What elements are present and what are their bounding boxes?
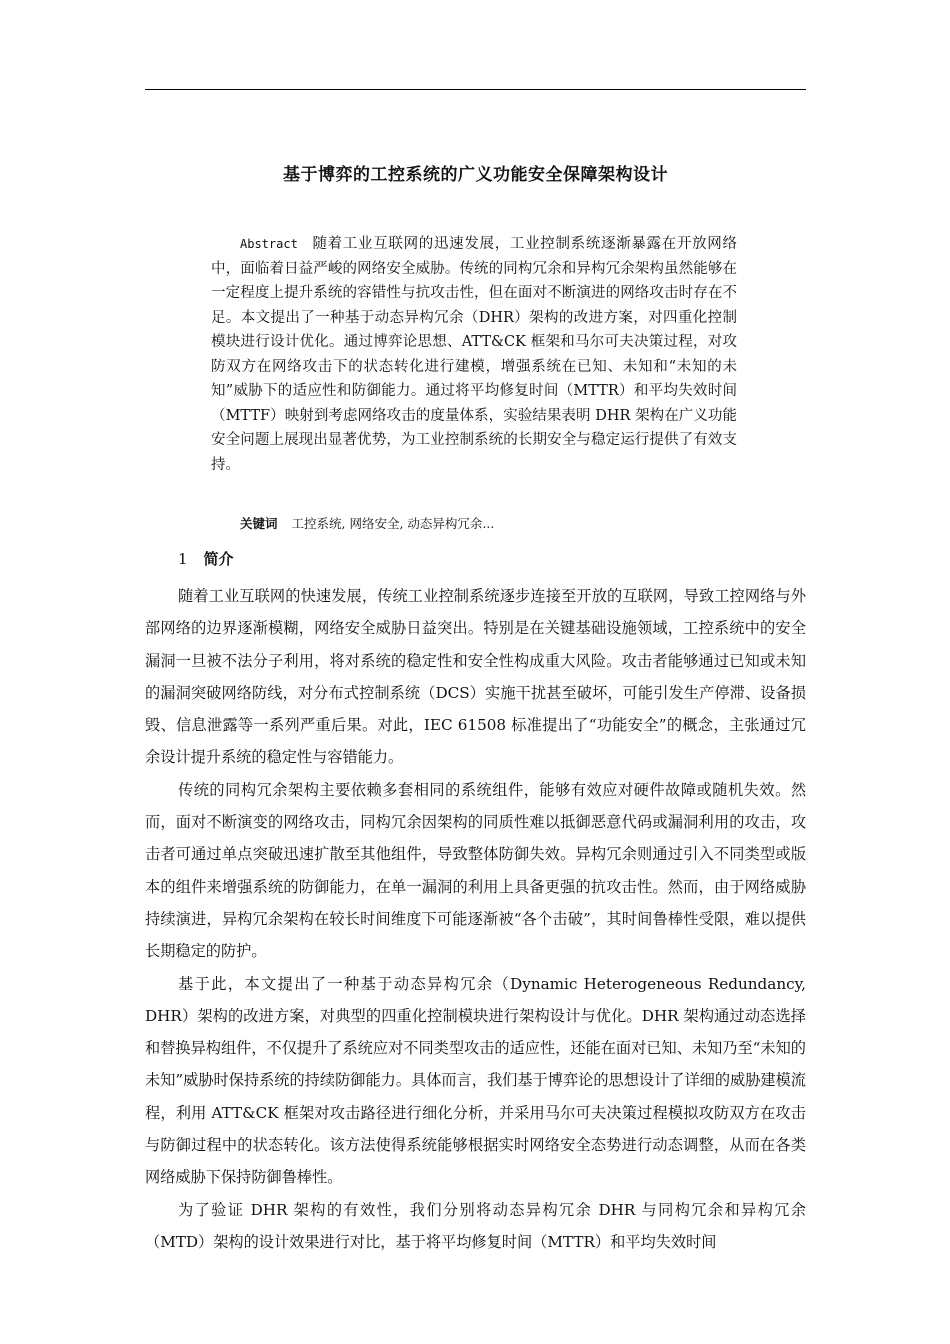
keywords-text: 工控系统, 网络安全, 动态异构冗余... — [291, 516, 495, 531]
body-text — [145, 580, 806, 1258]
section-title: 简介 — [203, 550, 234, 568]
abstract-label: Abstract — [240, 237, 298, 251]
abstract-block — [211, 232, 737, 477]
keywords-label: 关键词 — [240, 516, 278, 531]
paper-title: 基于博弈的工控系统的广义功能安全保障架构设计 — [283, 165, 668, 185]
paragraph: 传统的同构冗余架构主要依赖多套相同的系统组件，能够有效应对硬件故障或随机失效。然而，面对不断演变的网络攻击，同构冗余因架构的同质性难以抵御恶意代码或漏洞利用的攻击，攻击者可通过单点突破迅速扩散至其他组件，导致整体防御失效。异构冗余则通过引入不同类型或版本的组件来增强系统的防御能力，在单一漏洞的利用上具备更强的抗攻击性。然而，由于网络威胁持续演进，异构冗余架构在较长时间维度下可能逐渐被“各个击破”，其时间鲁棒性受限，难以提供长期稳定的防护。 — [145, 780, 806, 961]
section-number: 1 — [178, 550, 188, 568]
section-heading — [178, 548, 234, 569]
abstract-text: 随着工业互联网的迅速发展，工业控制系统逐渐暴露在开放网络中，面临着日益严峻的网络安全威胁。传统的同构冗余和异构冗余架构虽然能够在一定程度上提升系统的容错性与抗攻击性，但在面对不断演进的网络攻击时存在不足。本文提出了一种基于动态异构冗余（DHR）架构的改进方案，对四重化控制模块进行设计优化。通过博弈论思想、ATT&CK 框架和马尔可夫决策过程，对攻防双方在网络攻击下的状态转化进行建模，增强系统在已知、未知和“未知的未知”威胁下的适应性和防御能力。通过将平均修复时间（MTTR）和平均失效时间（MTTF）映射到考虑网络攻击的度量体系，实验结果表明 DHR 架构在广义功能安全问题上展现出显著优势，为工业控制系统的长期安全与稳定运行提供了有效支持。 — [211, 236, 737, 473]
header-rule — [145, 89, 806, 90]
paragraph: 为了验证 DHR 架构的有效性，我们分别将动态异构冗余 DHR 与同构冗余和异构冗余（MTD）架构的设计效果进行对比，基于将平均修复时间（MTTR）和平均失效时间 — [145, 1200, 806, 1251]
paragraph: 基于此，本文提出了一种基于动态异构冗余（Dynamic Heterogeneous Redundancy, DHR）架构的改进方案，对典型的四重化控制模块进行架构设计与优化。DHR 架构通过动态选择和替换异构组件，不仅提升了系统应对不同类型攻击的适应性，还能在面对已知、未知乃至“未知的未知”威胁时保持系统的持续防御能力。具体而言，我们基于博弈论的思想设计了详细的威胁建模流程，利用 ATT&CK 框架对攻击路径进行细化分析，并采用马尔可夫决策过程模拟攻防双方在攻击与防御过程中的状态转化。该方法使得系统能够根据实时网络安全态势进行动态调整，从而在各类网络威胁下保持防御鲁棒性。 — [145, 974, 806, 1187]
keywords-line — [240, 514, 740, 532]
paragraph: 随着工业互联网的快速发展，传统工业控制系统逐步连接至开放的互联网，导致工控网络与外部网络的边界逐渐模糊，网络安全威胁日益突出。特别是在关键基础设施领域，工控系统中的安全漏洞一旦被不法分子利用，将对系统的稳定性和安全性构成重大风险。攻击者能够通过已知或未知的漏洞突破网络防线，对分布式控制系统（DCS）实施干扰甚至破坏，可能引发生产停滞、设备损毁、信息泄露等一系列严重后果。对此，IEC 61508 标准提出了“功能安全”的概念，主张通过冗余设计提升系统的稳定性与容错能力。 — [145, 587, 806, 767]
